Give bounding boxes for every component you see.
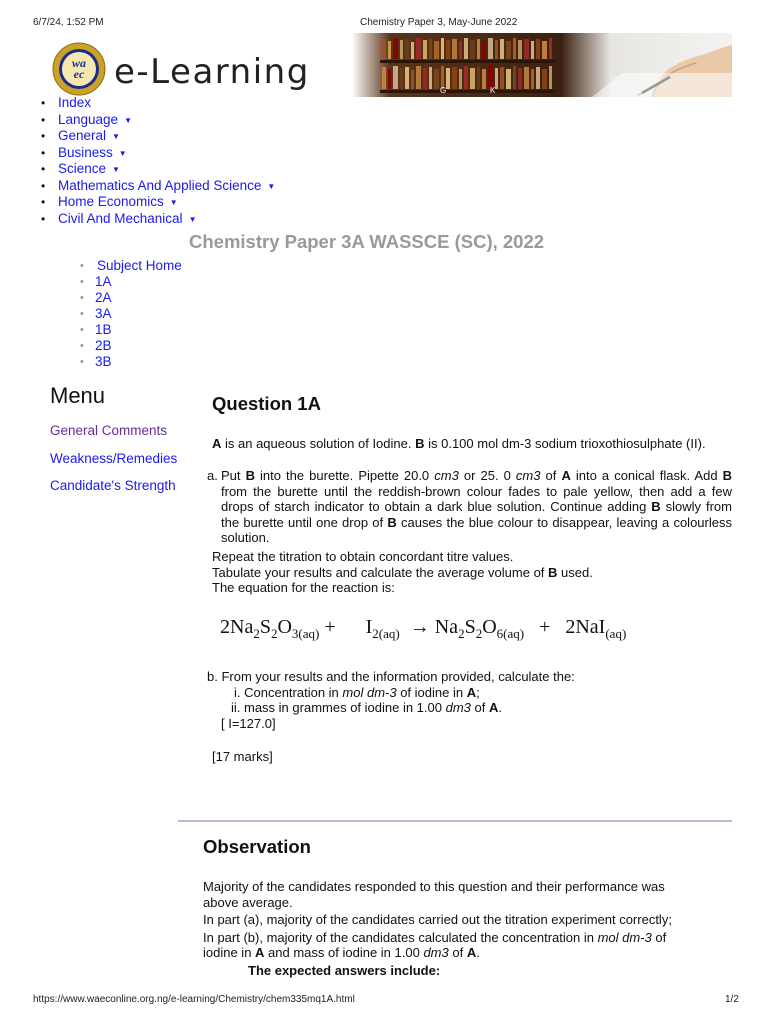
nav-item-mathematics — [58, 178, 275, 195]
brand-name[interactable]: e-Learning — [114, 52, 310, 92]
section-divider — [178, 820, 732, 822]
dropdown-caret-icon[interactable]: ▼ — [169, 198, 178, 207]
part-b-text: b. From your results and the information provided, calculate the: — [207, 669, 575, 684]
tabulate-instruction: Tabulate your results and calculate the average volume of B used. — [212, 564, 593, 580]
nav-item-index — [58, 95, 275, 112]
question-part-b — [207, 669, 575, 731]
nav-link-civil-mechanical[interactable]: Civil And Mechanical — [58, 210, 183, 226]
svg-text:wa: wa — [71, 56, 87, 70]
nav-item-civil-mechanical — [58, 211, 275, 228]
menu-link-candidates-strength[interactable]: Candidate's Strength — [50, 478, 176, 493]
nav-item-science — [58, 161, 275, 178]
subnav-item-home — [95, 258, 182, 274]
dropdown-caret-icon[interactable]: ▼ — [188, 214, 197, 224]
subnav-link-2b[interactable]: 2B — [95, 338, 112, 353]
nav-item-language — [58, 112, 275, 129]
question-part-a — [207, 468, 732, 546]
nav-link-science[interactable]: Science — [58, 161, 107, 176]
banner-letter-k: K — [490, 86, 496, 95]
waec-seal-icon — [52, 42, 106, 96]
subnav-link-3a[interactable]: 3A — [95, 306, 112, 321]
question-intro: A is an aqueous solution of Iodine. B is 0.100 mol dm-3 sodium trioxothiosulphate (II). — [212, 436, 706, 451]
nav-item-business — [58, 145, 275, 162]
subnav-link-2a[interactable]: 2A — [95, 290, 112, 305]
nav-link-general[interactable]: General — [58, 128, 107, 143]
subnav-item-3a — [95, 306, 182, 322]
marks-label: [17 marks] — [212, 749, 273, 764]
question-title: Question 1A — [212, 393, 321, 414]
observation-body — [203, 879, 703, 978]
print-doc-title: Chemistry Paper 3, May-June 2022 — [360, 17, 518, 28]
observation-paragraph-1: Majority of the candidates responded to this question and their performance was above average. — [203, 879, 665, 910]
sub-nav — [95, 258, 182, 370]
main-nav — [58, 95, 275, 227]
part-b-item-ii: ii. mass in grammes of iodine in 1.00 dm3 of A. — [231, 700, 502, 715]
subnav-link-3b[interactable]: 3B — [95, 354, 112, 369]
dropdown-caret-icon[interactable]: ▼ — [112, 132, 120, 141]
equation-intro: The equation for the reaction is: — [212, 580, 395, 595]
page-title: Chemistry Paper 3A WASSCE (SC), 2022 — [189, 231, 545, 252]
subnav-link-subject-home[interactable]: Subject Home — [97, 258, 182, 273]
menu-link-general-comments[interactable]: General Comments — [50, 423, 168, 438]
side-menu-title: Menu — [50, 383, 106, 408]
subnav-item-1b — [95, 322, 182, 338]
question-instructions — [212, 549, 732, 596]
header-banner-image — [352, 33, 732, 97]
print-datetime: 6/7/24, 1:52 PM — [33, 17, 104, 28]
observation-paragraph-3: In part (b), majority of the candidates calculated the concentration in mol dm-3 of iodine in A and mass of iodine in 1.00 dm3 of A. — [203, 929, 667, 960]
subnav-link-1b[interactable]: 1B — [95, 322, 112, 337]
observation-paragraph-2: In part (a), majority of the candidates carried out the titration experiment correctly; — [203, 912, 672, 927]
nav-link-business[interactable]: Business — [58, 144, 113, 160]
reaction-equation: $2Na_2S_2O_{3(aq)}$ + $I_{2(aq)} \to Na_2S_2O_{6(aq)}$ + 2NaI$_{(aq)}$ — [220, 616, 627, 641]
subnav-item-1a — [95, 274, 182, 290]
subnav-item-3b — [95, 354, 182, 370]
nav-link-language[interactable]: Language — [58, 111, 119, 127]
subnav-link-1a[interactable]: 1A — [95, 274, 112, 289]
print-url: https://www.waeconline.org.ng/e-learning/Chemistry/chem335mq1A.html — [33, 994, 355, 1005]
part-b-item-i: i. Concentration in mol dm-3 of iodine in A; — [234, 684, 480, 700]
nav-link-mathematics[interactable]: Mathematics And Applied Science — [58, 177, 262, 193]
banner-letter-g: G — [440, 86, 447, 95]
observation-title: Observation — [203, 836, 311, 857]
nav-link-index[interactable]: Index — [58, 95, 92, 110]
repeat-instruction: Repeat the titration to obtain concordant titre values. — [212, 549, 514, 564]
subnav-item-2b — [95, 338, 182, 354]
reaction-arrow-icon: → — [409, 616, 430, 638]
menu-link-weakness-remedies[interactable]: Weakness/Remedies — [50, 451, 178, 466]
nav-item-home-economics — [58, 194, 275, 211]
expected-answers-heading: The expected answers include: — [248, 962, 441, 978]
dropdown-caret-icon[interactable]: ▼ — [124, 115, 132, 125]
print-page-number: 1/2 — [725, 994, 739, 1005]
dropdown-caret-icon[interactable]: ▼ — [267, 181, 276, 191]
svg-text:ec: ec — [73, 67, 85, 81]
part-a-label: a. — [207, 468, 218, 483]
part-a-text: Put B into the burette. Pipette 20.0 cm3 or 25. 0 cm3 of A into a conical flask. Add B from the burette until the reddish-brown colour fades to pale yellow, then add a few drops of starch indicator to obtain a dark blue solution. Continue adding B slowly from the burette until one drop of B causes the blue colour to disappear, leaving a colourless solution. — [221, 468, 732, 545]
dropdown-caret-icon[interactable]: ▼ — [118, 148, 127, 158]
waec-logo[interactable] — [52, 42, 106, 96]
nav-item-general — [58, 128, 275, 145]
subnav-item-2a — [95, 290, 182, 306]
dropdown-caret-icon[interactable]: ▼ — [112, 165, 120, 174]
given-atomic-mass: [ I=127.0] — [221, 715, 276, 731]
nav-link-home-economics[interactable]: Home Economics — [58, 194, 164, 209]
